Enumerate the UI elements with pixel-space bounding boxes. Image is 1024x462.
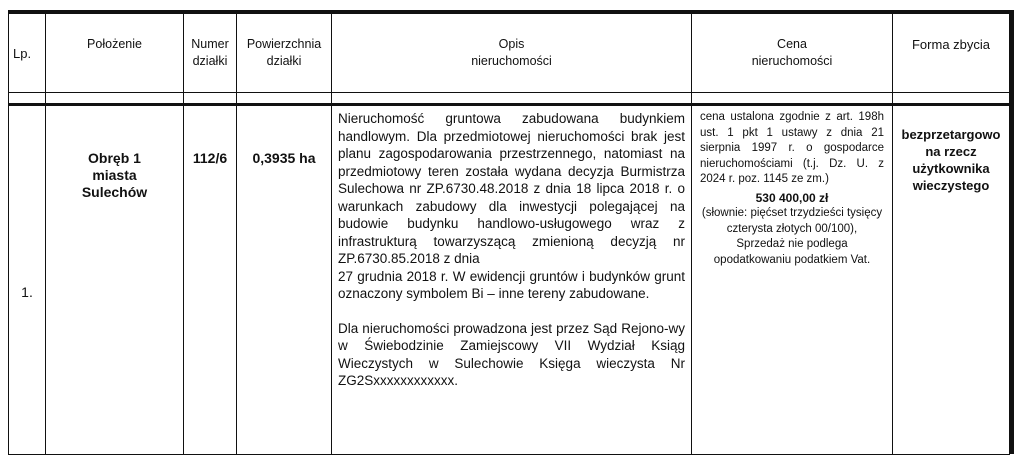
sale-form-line-3: użytkownika bbox=[912, 161, 990, 176]
table-row bbox=[8, 106, 1010, 455]
table-header-row bbox=[8, 14, 1010, 93]
header-cena bbox=[691, 14, 892, 92]
header-opis bbox=[331, 14, 691, 92]
location-line-3: Sulechów bbox=[81, 184, 148, 200]
header-cena-line-1: Cena bbox=[777, 37, 807, 51]
header-numer-line-2: działki bbox=[192, 54, 228, 68]
header-cena-line-2: nieruchomości bbox=[751, 54, 833, 68]
location-text bbox=[46, 150, 183, 201]
description-paragraph-1b: 27 grudnia 2018 r. W ewidencji gruntów i budynków grunt oznaczony symbolem Bi – inne tereny zabudowane. bbox=[338, 268, 685, 301]
price-basis: cena ustalona zgodnie z art. 198h ust. 1 pkt 1 ustawy z dnia 21 sierpnia 1997 r. o gospodarce nieruchomościami (t.j. Dz. U. z 2024 r. poz. 1145 ze zm.) bbox=[700, 111, 884, 185]
header-polozenie: Położenie bbox=[45, 14, 183, 92]
location-line-2: miasta bbox=[92, 167, 137, 183]
cell-forma-zbycia bbox=[892, 106, 1010, 454]
header-forma-zbycia: Forma zbycia bbox=[892, 14, 1010, 92]
price-in-words: (słownie: pięćset trzydzieści tysięcy czterysta złotych 00/100), bbox=[701, 207, 883, 235]
cell-powierzchnia bbox=[236, 106, 331, 454]
header-powierzchnia-line-1: Powierzchnia bbox=[246, 37, 322, 51]
cell-polozenie bbox=[45, 106, 183, 454]
plot-number: 112/6 bbox=[192, 150, 228, 166]
header-numer-dzialki bbox=[183, 14, 236, 92]
cell-cena bbox=[691, 106, 892, 454]
header-opis-line-1: Opis bbox=[498, 37, 525, 51]
header-opis-line-2: nieruchomości bbox=[471, 54, 552, 68]
cell-numer-dzialki bbox=[183, 106, 236, 454]
cell-lp bbox=[8, 106, 45, 454]
plot-area: 0,3935 ha bbox=[252, 150, 316, 166]
description-paragraph-2: Dla nieruchomości prowadzona jest przez Sąd Rejono-wy w Świebodzinie Zamiejscowy VII Wydział Ksiąg Wieczystych w Sulechowie Księga wieczysta Nr ZG2Sxxxxxxxxxxxx. bbox=[338, 320, 685, 388]
description-paragraph-1: Nieruchomość gruntowa zabudowana budynkiem handlowym. Dla przedmiotowej nieruchomości brak jest planu zagospodarowania przestrzennego, natomiast na przedmiotowy teren została wydana decyzja Burmistrza Sulechowa nr ZP.6730.48.2018 z dnia 18 lipca 2018 r. o warunkach zabudowy dla inwestycji polegającej na budowie budynku handlowo-usługowego wraz z infrastrukturą towarzyszącą zmienioną decyzją nr ZP.6730.85.2018 z dnia bbox=[338, 111, 685, 266]
header-lp: Lp. bbox=[8, 14, 45, 92]
header-numer-line-1: Numer bbox=[191, 37, 229, 51]
header-powierzchnia-line-2: działki bbox=[266, 54, 302, 68]
row-number: 1. bbox=[21, 284, 33, 300]
sale-form bbox=[897, 126, 1005, 194]
property-table bbox=[8, 10, 1010, 454]
sale-form-line-4: wieczystego bbox=[912, 178, 990, 193]
table-spacer-row bbox=[8, 93, 1010, 103]
cell-opis bbox=[331, 106, 691, 454]
price-amount: 530 400,00 zł bbox=[755, 190, 829, 205]
table-right-shadow bbox=[1010, 10, 1014, 454]
header-powierzchnia bbox=[236, 14, 331, 92]
sale-form-line-1: bezprzetargowo bbox=[901, 127, 1001, 142]
location-line-1: Obręb 1 bbox=[88, 150, 141, 166]
sale-form-line-2: na rzecz bbox=[925, 144, 977, 159]
price-vat-note: Sprzedaż nie podlega opodatkowaniu podatkiem Vat. bbox=[713, 238, 871, 266]
